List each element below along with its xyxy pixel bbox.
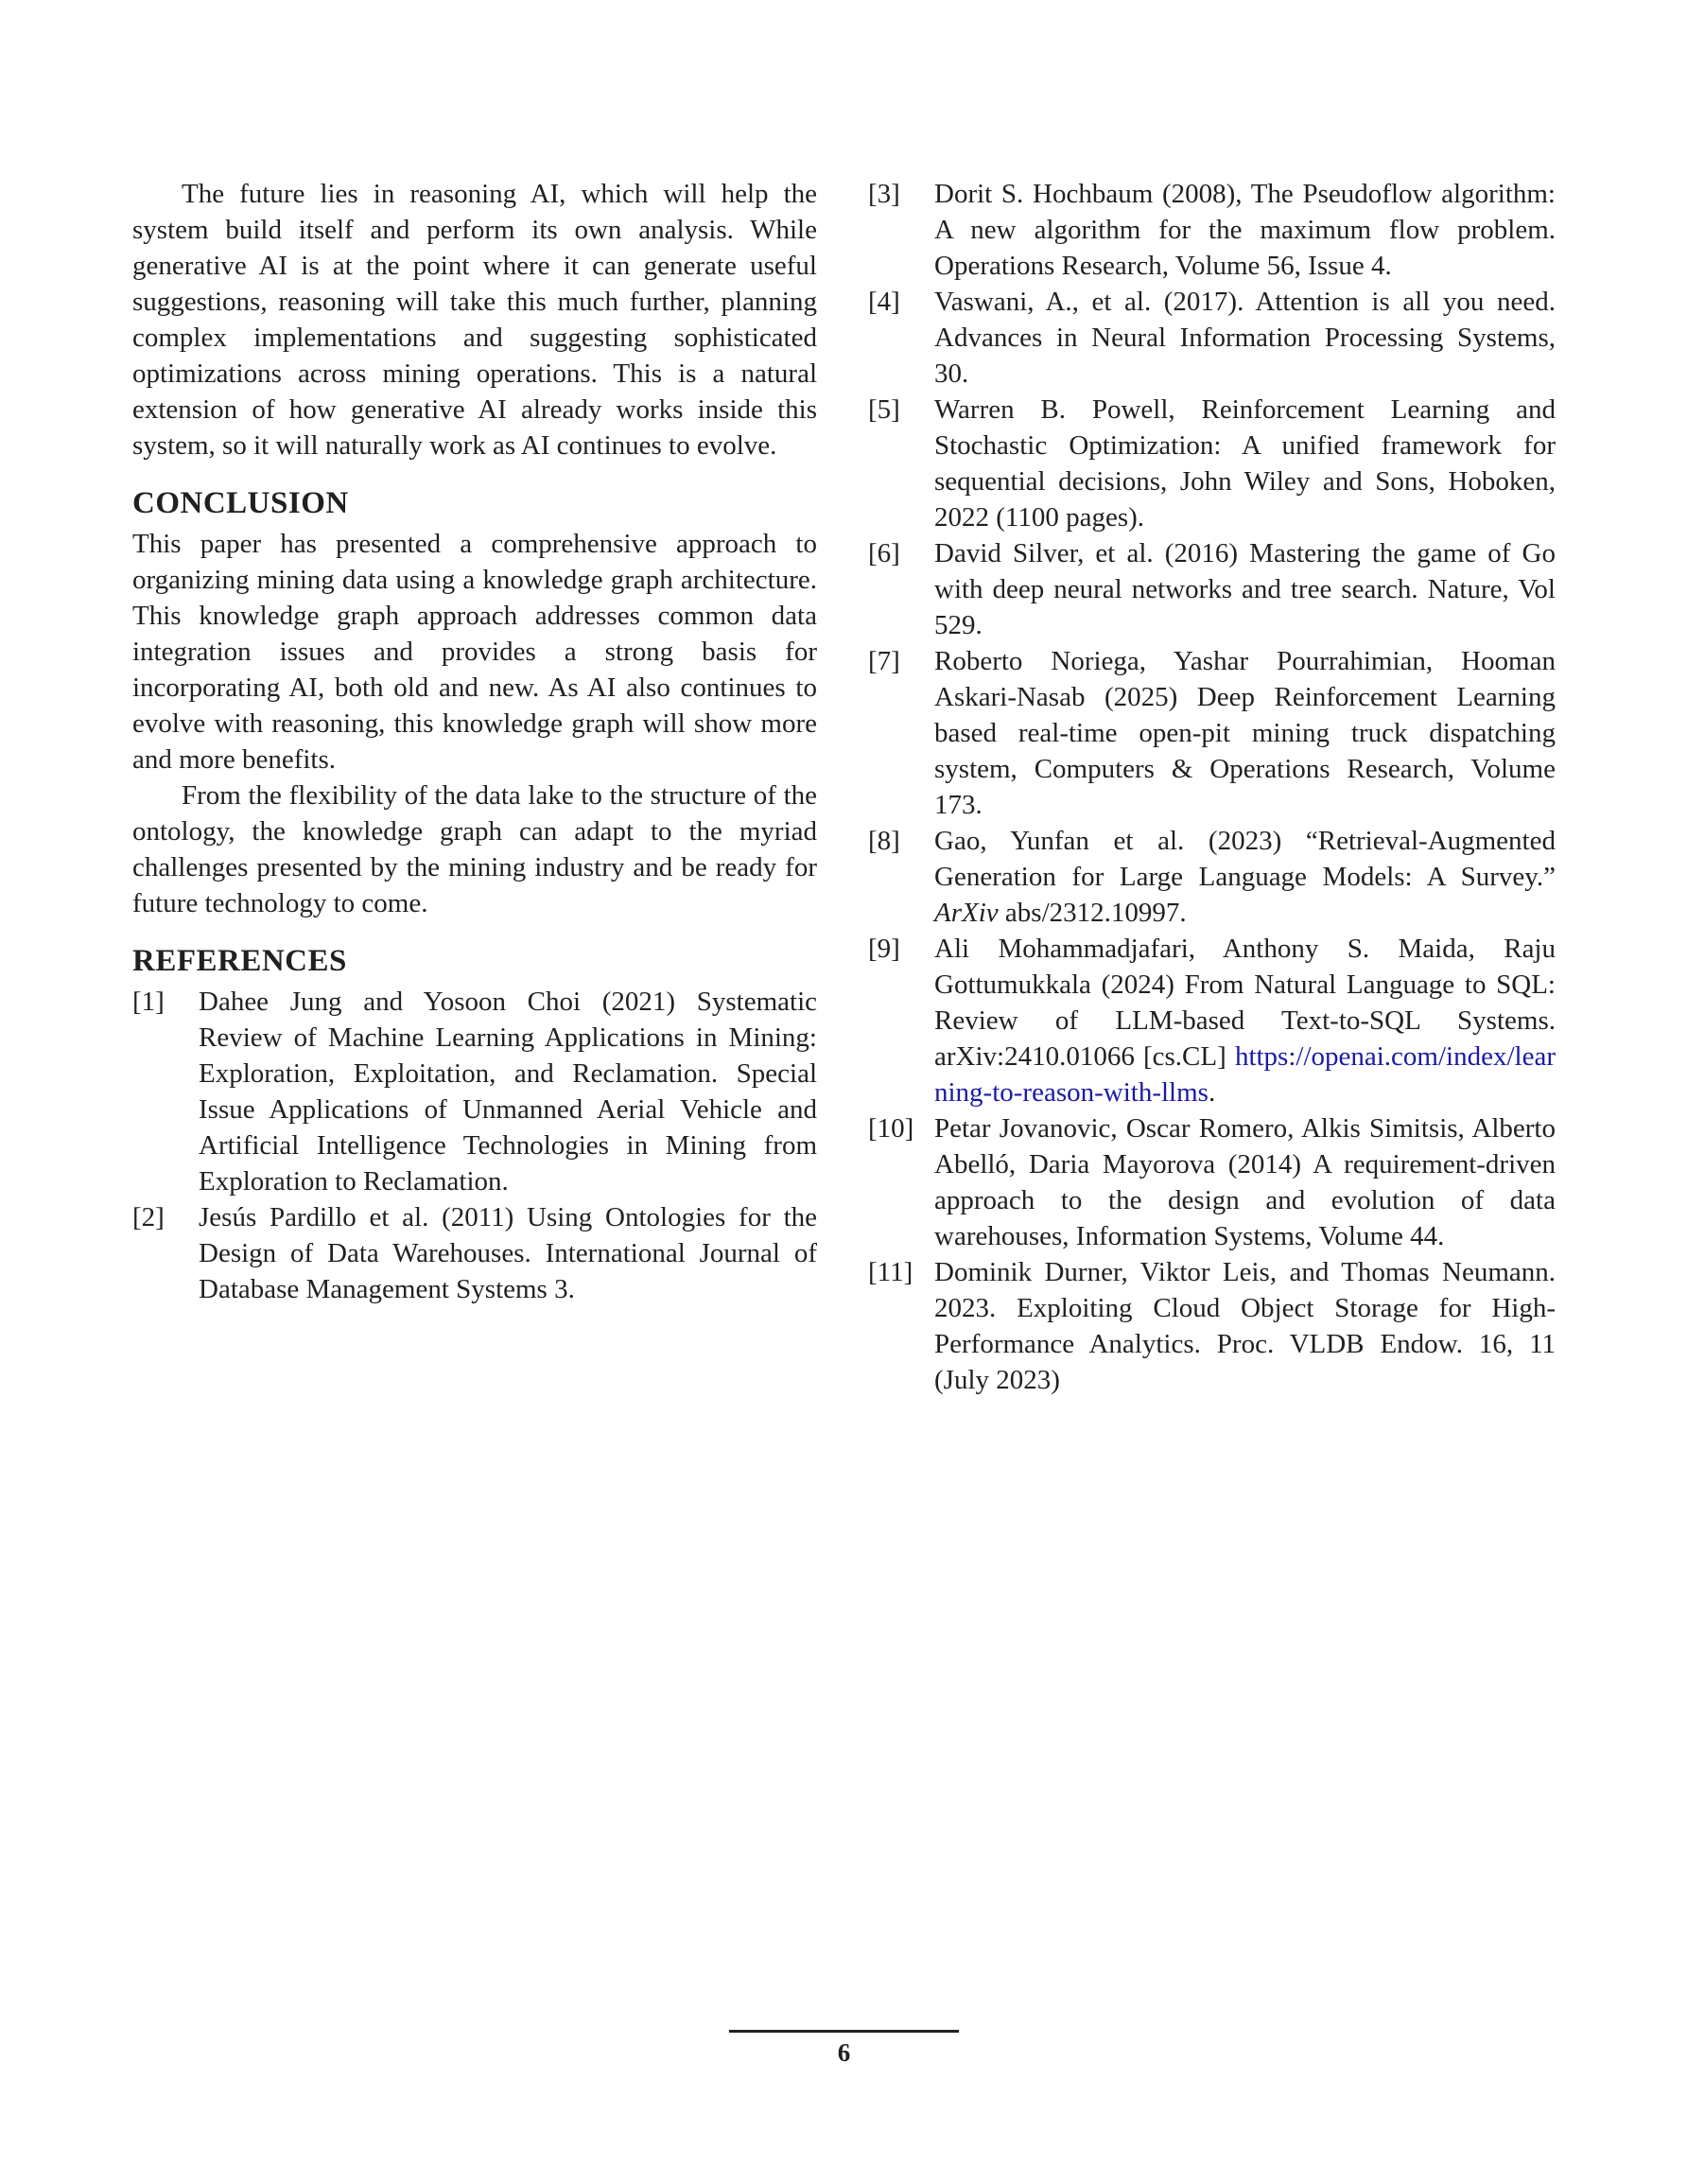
reference-4 — [868, 284, 1556, 392]
conclusion-heading: CONCLUSION — [132, 486, 349, 520]
page-number: 6 — [837, 2038, 851, 2067]
reference-text: Warren B. Powell, Reinforcement Learning and Stochastic Optimization: A unified framework for sequential decisions, John Wiley and Sons, Hoboken, 2022 (1100 pages). — [934, 394, 1556, 533]
footer-rule — [729, 2030, 959, 2033]
reference-number: [2] — [132, 1202, 165, 1232]
reference-number: [7] — [868, 646, 900, 676]
reference-number: [11] — [868, 1257, 913, 1287]
reference-number: [6] — [868, 538, 900, 568]
reference-number: [5] — [868, 394, 900, 425]
reference-8 — [868, 823, 1556, 931]
reference-text: Petar Jovanovic, Oscar Romero, Alkis Simitsis, Alberto Abelló, Daria Mayorova (2014) A requirement-driven approach to the design and evolution of data warehouses, Information Systems, Volume 44. — [934, 1113, 1556, 1251]
reference-text: Dahee Jung and Yosoon Choi (2021) Systematic Review of Machine Learning Applications in Mining: Exploration, Exploitation, and Reclamation. Special Issue Applications of Unmanned Aerial Vehicle and Artificial Intelligence Technologies in Mining from Exploration to Reclamation. — [199, 987, 817, 1197]
reference-text-before: Ali Mohammadjafari, Anthony S. Maida, Raju Gottumukkala (2024) From Natural Language to SQL: Review of LLM-based Text-to-SQL Systems. arXiv:2410.01066 [cs.CL] — [934, 934, 1556, 1072]
reference-9 — [868, 931, 1556, 1110]
reference-number: [9] — [868, 934, 900, 964]
reference-text: David Silver, et al. (2016) Mastering the game of Go with deep neural networks and tree search. Nature, Vol 529. — [934, 538, 1556, 640]
reference-6 — [868, 535, 1556, 643]
references-heading: REFERENCES — [132, 944, 347, 978]
reference-2 — [132, 1199, 817, 1307]
reference-text-before: Gao, Yunfan et al. (2023) “Retrieval-Augmented Generation for Large Language Models: A Survey.” — [934, 826, 1556, 892]
reference-3 — [868, 176, 1556, 284]
reference-1 — [132, 984, 817, 1199]
reference-text: Dominik Durner, Viktor Leis, and Thomas Neumann. 2023. Exploiting Cloud Object Storage for High-Performance Analytics. Proc. VLDB Endow. 16, 11 (July 2023) — [934, 1257, 1556, 1395]
conclusion-paragraph-1: This paper has presented a comprehensive approach to organizing mining data using a knowledge graph architecture. This knowledge graph approach addresses common data integration issues and provides a strong basis for incorporating AI, both old and new. As AI also continues to evolve with reasoning, this knowledge graph will show more and more benefits. — [132, 529, 817, 775]
reference-11 — [868, 1254, 1556, 1398]
reference-text-after: abs/2312.10997. — [998, 898, 1187, 928]
reference-text-after: . — [1208, 1077, 1216, 1108]
reference-text: Vaswani, A., et al. (2017). Attention is all you need. Advances in Neural Information Processing Systems, 30. — [934, 287, 1556, 389]
conclusion-paragraph-2: From the flexibility of the data lake to the structure of the ontology, the knowledge graph can adapt to the myriad challenges presented by the mining industry and be ready for future technology to come. — [132, 780, 817, 918]
intro-paragraph: The future lies in reasoning AI, which will help the system build itself and perform its own analysis. While generative AI is at the point where it can generate useful suggestions, reasoning will take this much further, planning complex implementations and suggesting sophisticated optimizations across mining operations. This is a natural extension of how generative AI already works inside this system, so it will naturally work as AI continues to evolve. — [132, 179, 817, 461]
reference-number: [1] — [132, 987, 165, 1017]
reference-list-right — [868, 176, 1556, 1398]
reference-number: [10] — [868, 1113, 914, 1144]
reference-italic-text: ArXiv — [934, 898, 999, 928]
left-column — [132, 176, 817, 1307]
right-column — [868, 176, 1556, 1398]
reference-text: Roberto Noriega, Yashar Pourrahimian, Hooman Askari-Nasab (2025) Deep Reinforcement Learning based real-time open-pit mining truck dispatching system, Computers & Operations Research, Volume 173. — [934, 646, 1556, 820]
reference-text: Dorit S. Hochbaum (2008), The Pseudoflow algorithm: A new algorithm for the maximum flow problem. Operations Research, Volume 56, Issue 4. — [934, 179, 1556, 281]
reference-number: [4] — [868, 287, 900, 317]
reference-link[interactable]: https://openai.com/index/learning-to-reason-with-llms — [934, 1041, 1556, 1108]
reference-number: [3] — [868, 179, 900, 209]
reference-7 — [868, 643, 1556, 823]
reference-list-left — [132, 984, 817, 1307]
reference-10 — [868, 1110, 1556, 1254]
reference-5 — [868, 392, 1556, 535]
reference-number: [8] — [868, 826, 900, 856]
reference-text: Jesús Pardillo et al. (2011) Using Ontologies for the Design of Data Warehouses. International Journal of Database Management Systems 3. — [199, 1202, 817, 1304]
